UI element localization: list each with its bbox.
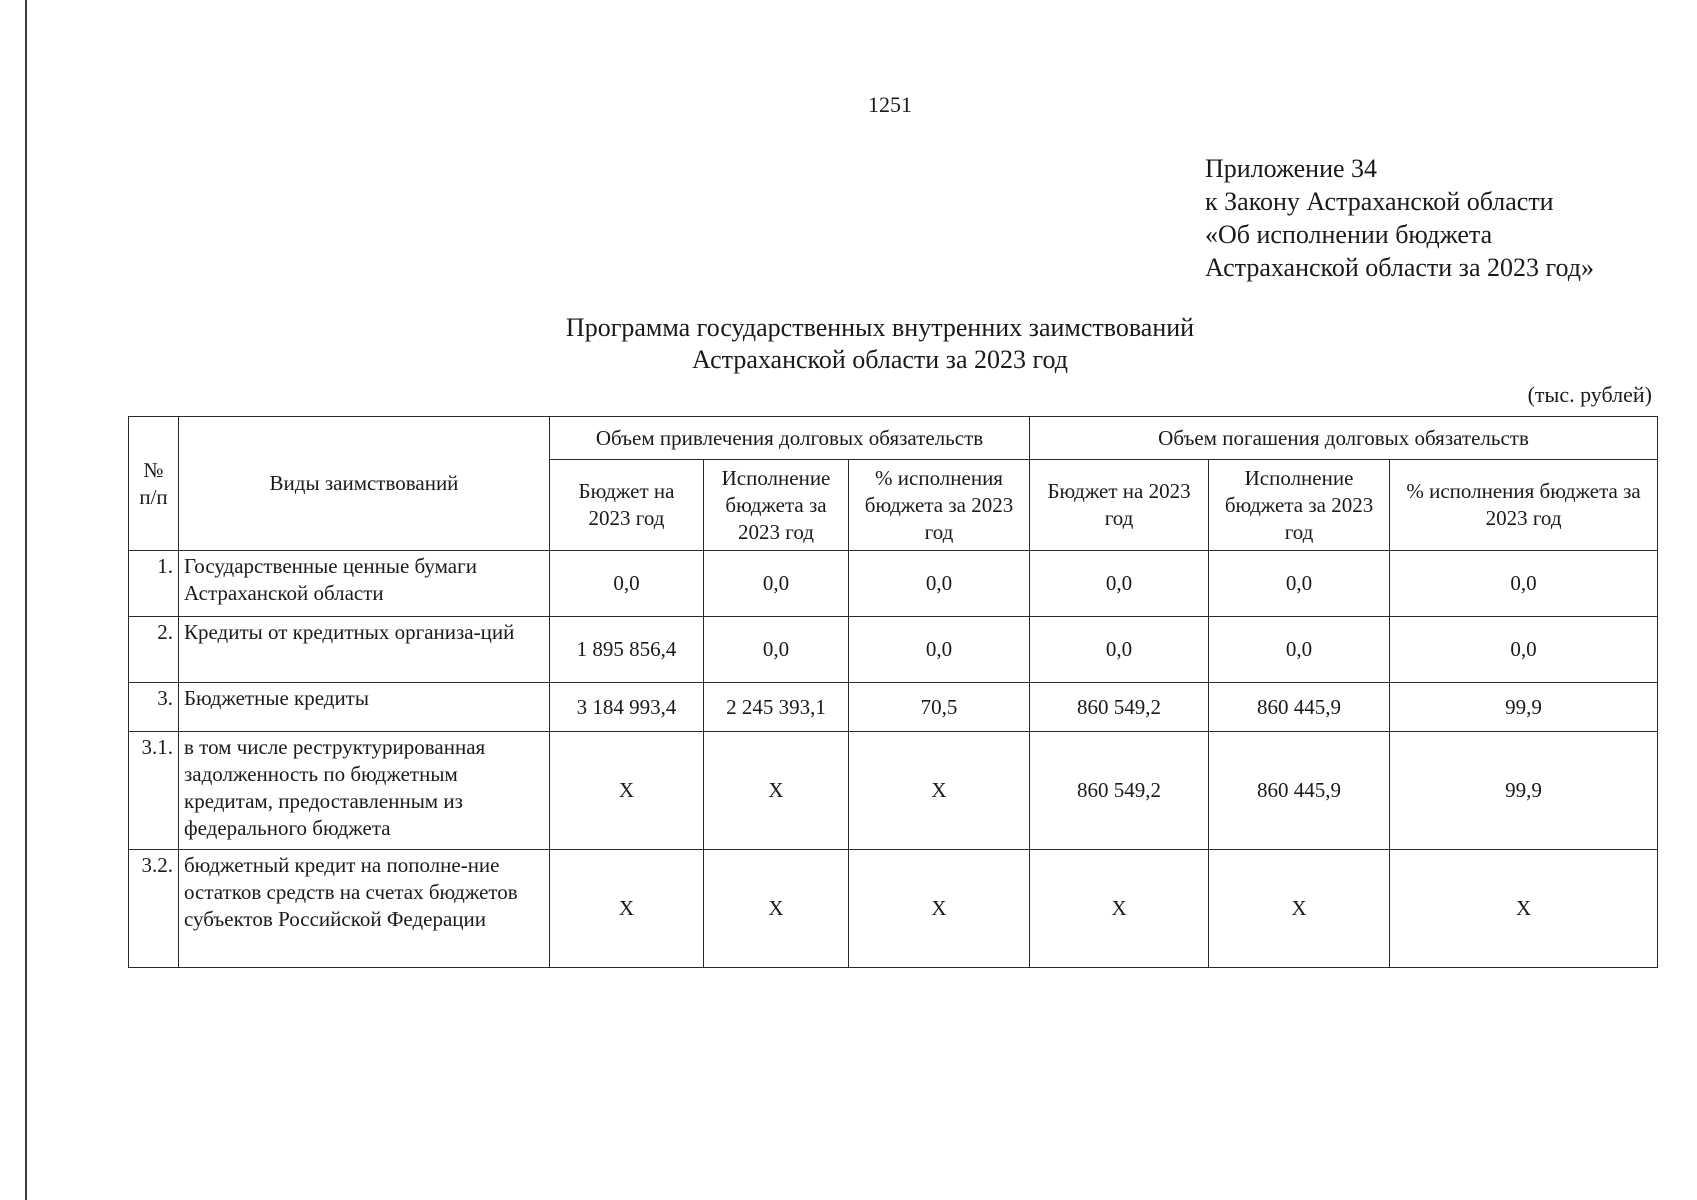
header-attraction-execution: Исполнение бюджета за 2023 год xyxy=(704,460,849,551)
header-num: № п/п xyxy=(129,417,179,551)
row-number: 3.2. xyxy=(129,850,179,968)
row-kind: в том числе реструктурированная задолженность по бюджетным кредитам, предоставленным из федерального бюджета xyxy=(179,732,550,850)
cell-repayment-percent: 0,0 xyxy=(1390,617,1658,683)
row-kind: Государственные ценные бумаги Астраханской области xyxy=(179,551,550,617)
cell-attraction-budget: 3 184 993,4 xyxy=(550,683,704,732)
row-number: 1. xyxy=(129,551,179,617)
cell-repayment-percent: 99,9 xyxy=(1390,683,1658,732)
cell-repayment-execution: Х xyxy=(1209,850,1390,968)
cell-attraction-execution: Х xyxy=(704,732,849,850)
row-kind: Кредиты от кредитных организа-ций xyxy=(179,617,550,683)
cell-attraction-budget: Х xyxy=(550,850,704,968)
cell-repayment-budget: 860 549,2 xyxy=(1030,683,1209,732)
document-title xyxy=(400,312,1360,376)
cell-attraction-percent: 0,0 xyxy=(849,617,1030,683)
cell-repayment-budget: 860 549,2 xyxy=(1030,732,1209,850)
table-row xyxy=(129,617,1658,683)
row-kind: бюджетный кредит на пополне-ние остатков средств на счетах бюджетов субъектов Российской Федерации xyxy=(179,850,550,968)
cell-repayment-budget: 0,0 xyxy=(1030,551,1209,617)
cell-repayment-percent: 0,0 xyxy=(1390,551,1658,617)
borrowing-table xyxy=(128,416,1658,968)
header-repayment-budget: Бюджет на 2023 год xyxy=(1030,460,1209,551)
table-row xyxy=(129,850,1658,968)
binding-line xyxy=(25,0,27,1200)
cell-repayment-execution: 860 445,9 xyxy=(1209,732,1390,850)
header-attraction-percent: % исполнения бюджета за 2023 год xyxy=(849,460,1030,551)
cell-attraction-percent: Х xyxy=(849,850,1030,968)
appendix-line: Приложение 34 xyxy=(1205,154,1378,183)
title-line: Астраханской области за 2023 год xyxy=(692,345,1068,374)
page-number: 1251 xyxy=(868,92,912,117)
appendix-reference xyxy=(1205,152,1594,284)
row-number: 3. xyxy=(129,683,179,732)
units-label: (тыс. рублей) xyxy=(1527,382,1652,407)
title-line: Программа государственных внутренних заимствований xyxy=(565,313,1195,342)
cell-attraction-execution: 0,0 xyxy=(704,617,849,683)
table-row xyxy=(129,683,1658,732)
appendix-line: к Закону Астраханской области xyxy=(1205,187,1554,216)
header-repayment-group: Объем погашения долговых обязательств xyxy=(1030,417,1658,460)
header-repayment-execution: Исполнение бюджета за 2023 год xyxy=(1209,460,1390,551)
cell-repayment-budget: 0,0 xyxy=(1030,617,1209,683)
cell-repayment-execution: 0,0 xyxy=(1209,617,1390,683)
table-row xyxy=(129,551,1658,617)
cell-attraction-percent: Х xyxy=(849,732,1030,850)
cell-attraction-execution: Х xyxy=(704,850,849,968)
row-kind: Бюджетные кредиты xyxy=(179,683,550,732)
cell-repayment-budget: Х xyxy=(1030,850,1209,968)
header-repayment-percent: % исполнения бюджета за 2023 год xyxy=(1390,460,1658,551)
cell-attraction-execution: 2 245 393,1 xyxy=(704,683,849,732)
cell-repayment-execution: 0,0 xyxy=(1209,551,1390,617)
header-row xyxy=(129,417,1658,460)
header-attraction-group: Объем привлечения долговых обязательств xyxy=(550,417,1030,460)
cell-attraction-budget: 1 895 856,4 xyxy=(550,617,704,683)
cell-repayment-percent: 99,9 xyxy=(1390,732,1658,850)
header-kind: Виды заимствований xyxy=(179,417,550,551)
cell-repayment-execution: 860 445,9 xyxy=(1209,683,1390,732)
header-attraction-budget: Бюджет на 2023 год xyxy=(550,460,704,551)
cell-repayment-percent: Х xyxy=(1390,850,1658,968)
cell-attraction-budget: 0,0 xyxy=(550,551,704,617)
row-number: 2. xyxy=(129,617,179,683)
cell-attraction-percent: 70,5 xyxy=(849,683,1030,732)
appendix-line: Астраханской области за 2023 год» xyxy=(1205,253,1594,282)
cell-attraction-budget: Х xyxy=(550,732,704,850)
cell-attraction-execution: 0,0 xyxy=(704,551,849,617)
row-number: 3.1. xyxy=(129,732,179,850)
cell-attraction-percent: 0,0 xyxy=(849,551,1030,617)
table-row xyxy=(129,732,1658,850)
appendix-line: «Об исполнении бюджета xyxy=(1205,220,1493,249)
